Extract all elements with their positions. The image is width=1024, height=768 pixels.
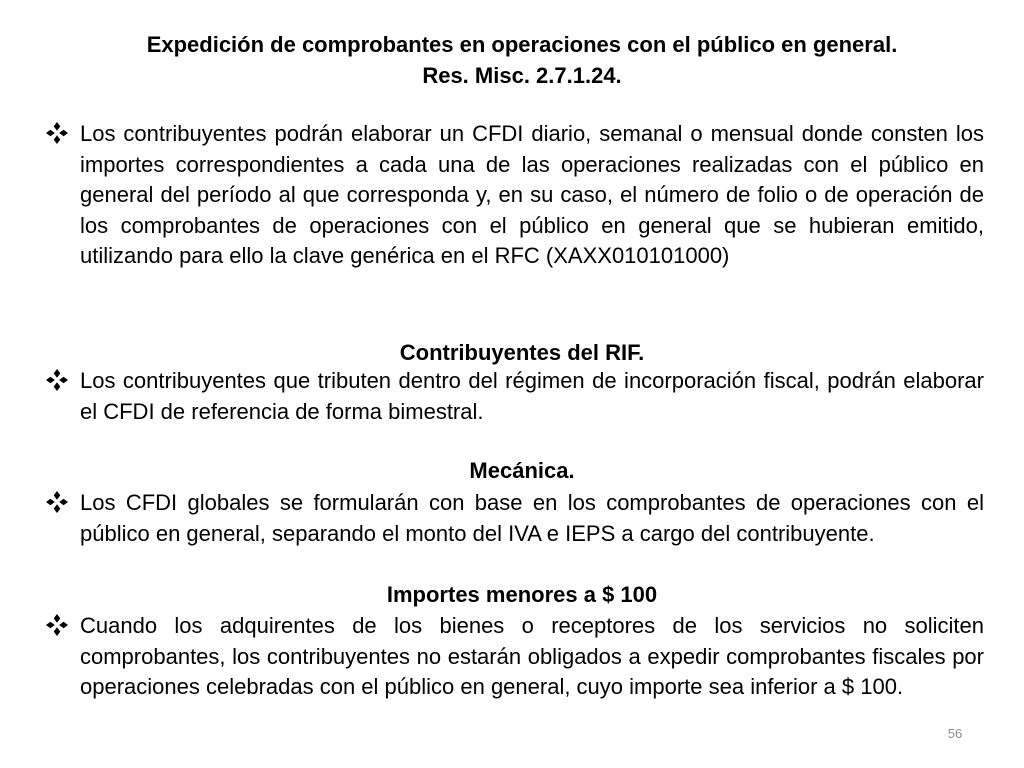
four-diamond-bullet-icon [46, 491, 68, 513]
bullet-text: Cuando los adquirentes de los bienes o receptores de los servicios no soliciten comprobantes, los contribuyentes no estarán obligados a expedir comprobantes fiscales por operaciones celebradas con el público en general, cuyo importe sea inferior a $ 100. [80, 613, 984, 699]
slide-subtitle: Res. Misc. 2.7.1.24. [422, 63, 622, 88]
four-diamond-bullet-icon [46, 369, 68, 391]
section-heading-rif: Contribuyentes del RIF. [399, 340, 645, 365]
page-number: 56 [947, 726, 963, 741]
section-heading-importes: Importes menores a $ 100 [386, 582, 658, 607]
bullet-item-rif [46, 366, 984, 427]
bullet-text: Los CFDI globales se formularán con base en los comprobantes de operaciones con el público en general, separando el monto del IVA e IEPS a cargo del contribuyente. [80, 490, 984, 546]
bullet-item-mecanica [46, 488, 984, 549]
bullet-text: Los contribuyentes podrán elaborar un CFDI diario, semanal o mensual donde consten los importes correspondientes a cada una de las operaciones realizadas con el público en general del período al que corresponda y, en su caso, el número de folio o de operación de los comprobantes de operaciones con el público en general que se hubieran emitido, utilizando para ello la clave genérica en el RFC (XAXX010101000) [80, 121, 984, 268]
slide-title: Expedición de comprobantes en operaciones con el público en general. [146, 32, 898, 57]
section-heading-mecanica: Mecánica. [469, 458, 575, 483]
bullet-text: Los contribuyentes que tributen dentro del régimen de incorporación fiscal, podrán elaborar el CFDI de referencia de forma bimestral. [80, 368, 984, 424]
four-diamond-bullet-icon [46, 122, 68, 144]
bullet-item-cfdi-global [46, 119, 984, 272]
bullet-item-importes [46, 611, 984, 703]
four-diamond-bullet-icon [46, 614, 68, 636]
